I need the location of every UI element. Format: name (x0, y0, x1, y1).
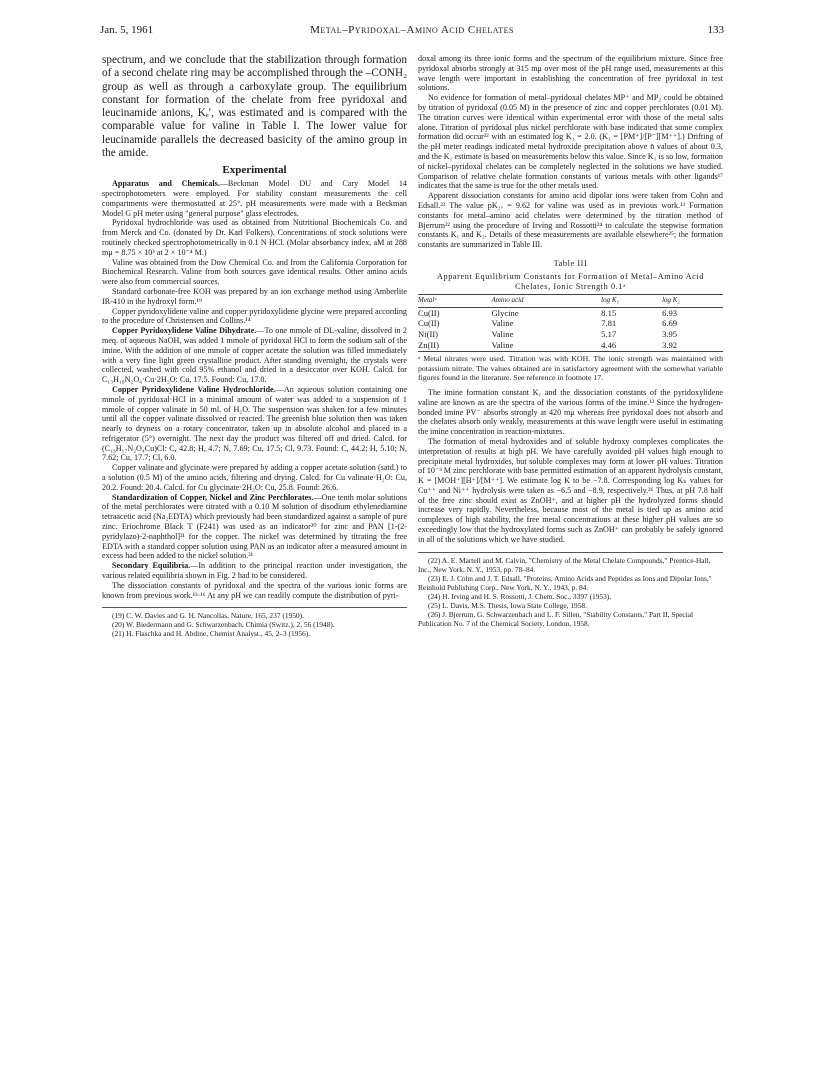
footnote: (19) C. W. Davies and G. H. Nancollas, Nature, 165, 237 (1950). (112, 611, 304, 621)
paragraph: The imine formation constant K₁ and the dissociation constants of the pyridoxylidene valine are known as are the spectra of the various forms of the imine.¹³ Since the hydrogen-bonded imine PV⁻ absorbs strongly at 420 mμ whereas free pyridoxal does not absorb and the chelates absorb only weakly, measurements at this wave length were useful in estimating the imine concentration in reaction-mixtures. (418, 387, 723, 437)
paragraph: The formation of metal hydroxides and of soluble hydroxy complexes complicates the interpretation of results at high pH. We have carefully avoided pH values high enough to precipitate metal hydroxides, but soluble complexes may form at lower pH values. Titration of 10⁻³ M zinc perchlorate with base permitted estimation of an apparent hydrolysis constant, K = [MOH⁺][H⁺]/[M⁺⁺]. We estimate log K to be −7.8. Corresponding log Kₕ values for Cu⁺⁺ and Ni⁺⁺ hydrolysis were taken as −6.5 and −8.9, respectively.²⁶ Thus, at pH 7.8 half of the free zinc should exist as ZnOH⁺, and at higher pH the hydrolyzed forms should increase very rapidly. Nevertheless, because most of the metal is tied up as amino acid complexes of high stability, the free metal concentrations at these higher pH values are so exceedingly low that the hydroxylated forms such as ZnOH⁺ can probably be safely ignored in all of the solutions which we have studied. (418, 436, 723, 544)
page-date: Jan. 5, 1961 (100, 24, 154, 36)
running-title: Metal–Pyridoxal–Amino Acid Chelates (310, 24, 514, 36)
paragraph: spectrum, and we conclude that the stabilization through formation of a second chelate ring may be accomplished through the –CONH₂ group as well as through a carboxylate group. The equilibrium constant for formation of the chelate from free pyridoxal and leucinamide anions, Kₑ′, was estimated and is compared with the comparable value for valine in Table I. The lower value for leucinamide parallels the decreased basicity of the amino group in the amide. (102, 54, 407, 160)
paragraph (102, 326, 407, 385)
footnote: (25) L. Davis, M.S. Thesis, Iowa State College, 1958. (428, 600, 587, 610)
footnote: (20) W. Biedermann and G. Schwarzenbach, Chimia (Switz.), 2, 56 (1948). (112, 620, 335, 630)
table-caption: Apparent Equilibrium Constants for Formation of Metal–Amino Acid Chelates, Ionic Strength 0.1ᵃ (437, 271, 704, 291)
left-column (102, 54, 407, 638)
table-cell: Cu(II) (418, 307, 440, 318)
footnotes (102, 607, 407, 638)
paragraph-text: —In addition to the principal reaction under investigation, the various related equilibria shown in Fig. 2 had to be considered. (102, 561, 407, 581)
paragraph (102, 493, 407, 562)
paragraph-text: —To one mmole of DL-valine, dissolved in 2 meq. of aqueous NaOH, was added 1 mmole of pyridoxal HCl to form the sodium salt of the imine. With the addition of one mmole of copper acetate the solution was filled immediately with a very fine light green crystalline product. After standing overnight, the crystals were collected, washed with cold 95% ethanol and dried in a desiccator over KOH. Calcd. for C₁₃H₁₆N₂O₄·Cu·2H₂O: Cu, 17.5. Found: Cu, 17.0. (102, 326, 407, 385)
table-cell: Valine (491, 329, 514, 340)
running-head (100, 24, 724, 42)
table-cell: Zn(II) (418, 341, 491, 352)
table-cell: 3.95 (662, 329, 678, 340)
table-cell: 6.69 (662, 318, 678, 329)
footnote: (21) H. Flaschka and H. Abdine, Chemist Analyst., 45, 2–3 (1956). (112, 629, 311, 639)
paragraph (102, 385, 407, 463)
paragraph (102, 179, 407, 218)
table-cell: 7.81 (601, 318, 617, 329)
table-cell: Glycine (491, 307, 519, 318)
table-row (418, 330, 723, 341)
constants-table (418, 294, 723, 352)
footnote: (24) H. Irving and H. S. Rossotti, J. Chem. Soc., 3397 (1953). (428, 591, 612, 601)
table-cell: 5.17 (601, 329, 617, 340)
paragraph: Pyridoxal hydrochloride was used as obtained from Nutritional Biochemicals Co. and from Merck and Co. (donated by Dr. Karl Folkers). Concentrations of stock solutions were routinely checked spectrophotometrically in 0.1 N HCl. (Molar absorbancy index, aM at 288 mμ = 8.75 × 10³ at 2 × 10⁻⁴ M.) (102, 218, 407, 257)
run-in-heading: Standardization of Copper, Nickel and Zinc Perchlorates. (112, 492, 314, 502)
page-number: 133 (707, 24, 724, 36)
table-cell: 6.93 (662, 307, 678, 318)
table-row (418, 341, 723, 352)
run-in-heading: Copper Pyridoxylidene Valine Dihydrate. (112, 326, 257, 336)
run-in-heading: Secondary Equilibria. (112, 561, 191, 571)
paragraph: The dissociation constants of pyridoxal and the spectra of the various ionic forms are known from previous work.¹³·¹⁶ At any pH we can readily compute the distribution of pyri- (102, 580, 407, 600)
footnote: (26) J. Bjerrum, G. Schwarzenbach and L. F. Sillen, "Stability Constants," Part II, Special Publication No. 7 of the Chemical Society, London, 1958. (418, 609, 694, 628)
table-header-row (418, 295, 723, 308)
paragraph: Apparent dissociation constants for amino acid dipolar ions were taken from Cohn and Edsall.²³ The value pK₂ᵥ = 9.62 for valine was used as in previous work.¹³ Formation constants for metal–amino acid chelates were determined by the titration method of Bjerrum²² using the procedure of Irving and Rossotti²⁴ to calculate the stepwise formation constants K₁ and K₂. Details of these measurements are available elsewhere²⁵; the formation constants are summarized in Table III. (418, 191, 723, 250)
paragraph: Standard carbonate-free KOH was prepared by an ion exchange method using Amberlite IR-410 in the hydroxyl form.¹⁹ (102, 286, 407, 306)
paragraph: Copper pyridoxylidene valine and copper pyridoxylidene glycine were prepared according to the procedure of Christensen and Collins.¹⁴ (102, 306, 407, 326)
paragraph: Valine was obtained from the Dow Chemical Co. and from the California Corporation for Biochemical Research. Valine from both sources gave identical results. Other amino acids were also from commercial sources. (102, 257, 407, 287)
table-cell: 3.92 (662, 341, 723, 352)
paragraph (102, 561, 407, 581)
table-cell: Valine (491, 341, 601, 352)
run-in-heading: Apparatus and Chemicals. (112, 179, 220, 189)
column-header: log K₁ (601, 295, 662, 308)
paragraph-text: —An aqueous solution containing one mmole of pyridoxal·HCl in a minimal amount of water was added to a suspension of 1 mmole of copper valinate in 50 ml. of H₂O. The suspension was shaken for a few minutes until all the copper valinate dissolved or reacted. The greenish blue solution then was taken nearly to dryness on a rotary concentrator, taken up in absolute alcohol and placed in a refrigerator (5°) overnight. The next day the product was filtered off and dried. Calcd. for (C₁₃H₁₇N₂O₄Cu)Cl: C, 42.8; H, 4.7; N, 7.69; Cu, 17.5; Cl, 9.73. Found: C, 44.2; H, 5.10; N, 7.62; Cu, 17.7; Cl, 6.0. (102, 384, 407, 463)
table-cell: Ni(II) (418, 329, 439, 340)
section-heading: Experimental (222, 164, 287, 177)
table-cell: Cu(II) (418, 318, 440, 329)
table-footnote: ᵃ Metal nitrates were used. Titration was with KOH. The ionic strength was maintained with potassium nitrate. The values obtained are in satisfactory agreement with the somewhat variable figures found in the literature. See reference in footnote 17. (418, 354, 723, 382)
paragraph: doxal among its three ionic forms and the spectrum of the equilibrium mixture. Since free pyridoxal absorbs strongly at 315 mμ over most of the pH range used, measurements at this wave length were important in establishing the concentration of free pyridoxal in test solutions. (418, 54, 723, 93)
column-header: Amino acid (491, 295, 601, 308)
right-column (418, 54, 723, 628)
table-cell: Valine (491, 318, 514, 329)
footnotes (418, 552, 723, 628)
paragraph: Copper valinate and glycinate were prepared by adding a copper acetate solution (satd.) to a solution (0.5 M) of the amino acids, filtering and drying. Calcd. for Cu valinate·H₂O: Cu, 20.2. Found: 20.4. Calcd. for Cu glycinate·2H₂O: Cu, 25.8. Found: 26.6. (102, 463, 407, 492)
column-header: Metalᵃ (418, 295, 491, 308)
table-row (418, 319, 723, 330)
paragraph-text: —One tenth molar solutions of the metal perchlorates were titrated with a 0.10 M solution of disodium ethylenediamine tetraacetic acid (Na₂EDTA) which previously had been standardized against a sample of pure zinc. Eriochrome Black T (F241) was used as an indicator²⁰ for zinc and PAN [1-(2-pyridylazo)-2-naphthol]²¹ for the copper. The nickel was determined by titrating the free EDTA with a standard copper solution using PAN as an indicator after a measured amount in excess had been added to the nickel solution.²¹ (102, 492, 407, 561)
footnote: (23) E. J. Cohn and J. T. Edsall, "Proteins, Amino Acids and Peptides as Ions and Dipolar Ions," Reinhold Publishing Corp., New York, N. Y., 1943, p. 84. (418, 573, 712, 592)
paragraph-text: —Beckman Model DU and Cary Model 14 spectrophotometers were employed. For stability constant measurements the cell compartments were thermostatted at 25°. pH measurements were made with a Beckman Model G pH meter using "general purpose" glass electrodes. (102, 179, 407, 218)
run-in-heading: Copper Pyridoxylidene Valine Hydrochloride. (112, 384, 276, 394)
footnote: (22) A. E. Martell and M. Calvin, "Chemistry of the Metal Chelate Compounds," Prentice-Hall, Inc., New York, N. Y., 1953, pp. 78–84. (418, 555, 711, 574)
table-cell: 8.15 (601, 307, 617, 318)
table-title: Table III (553, 258, 588, 268)
table-cell: 4.46 (601, 341, 662, 352)
paragraph: No evidence for formation of metal–pyridoxal chelates MP⁺ and MP₂ could be obtained by titration of pyridoxal (0.05 M) in the presence of zinc and copper perchlorates (0.01 M). The titration curves were identical within experimental error with those of the metal salts alone. Titration of pyridoxal plus nickel perchlorate with base indicated that some complex formation did occur²² with an estimated log K₁ = 2.0. (K₁ = [PM⁺]/[P⁻][M⁺⁺].) Drifting of the pH meter readings indicated metal hydroxide precipitation above n̄ values of about 0.3, and the K₁ estimate is based on measurements below this value. Since K₁ is so low, formation of nickel–pyridoxal chelates can be completely neglected in the solutions we have studied. Comparison of relative chelate formation constants of various metals with other ligands¹⁷ indicates that the same is true for the other metals used. (418, 93, 723, 191)
table-row (418, 308, 723, 319)
column-header: log K₂ (662, 295, 723, 308)
